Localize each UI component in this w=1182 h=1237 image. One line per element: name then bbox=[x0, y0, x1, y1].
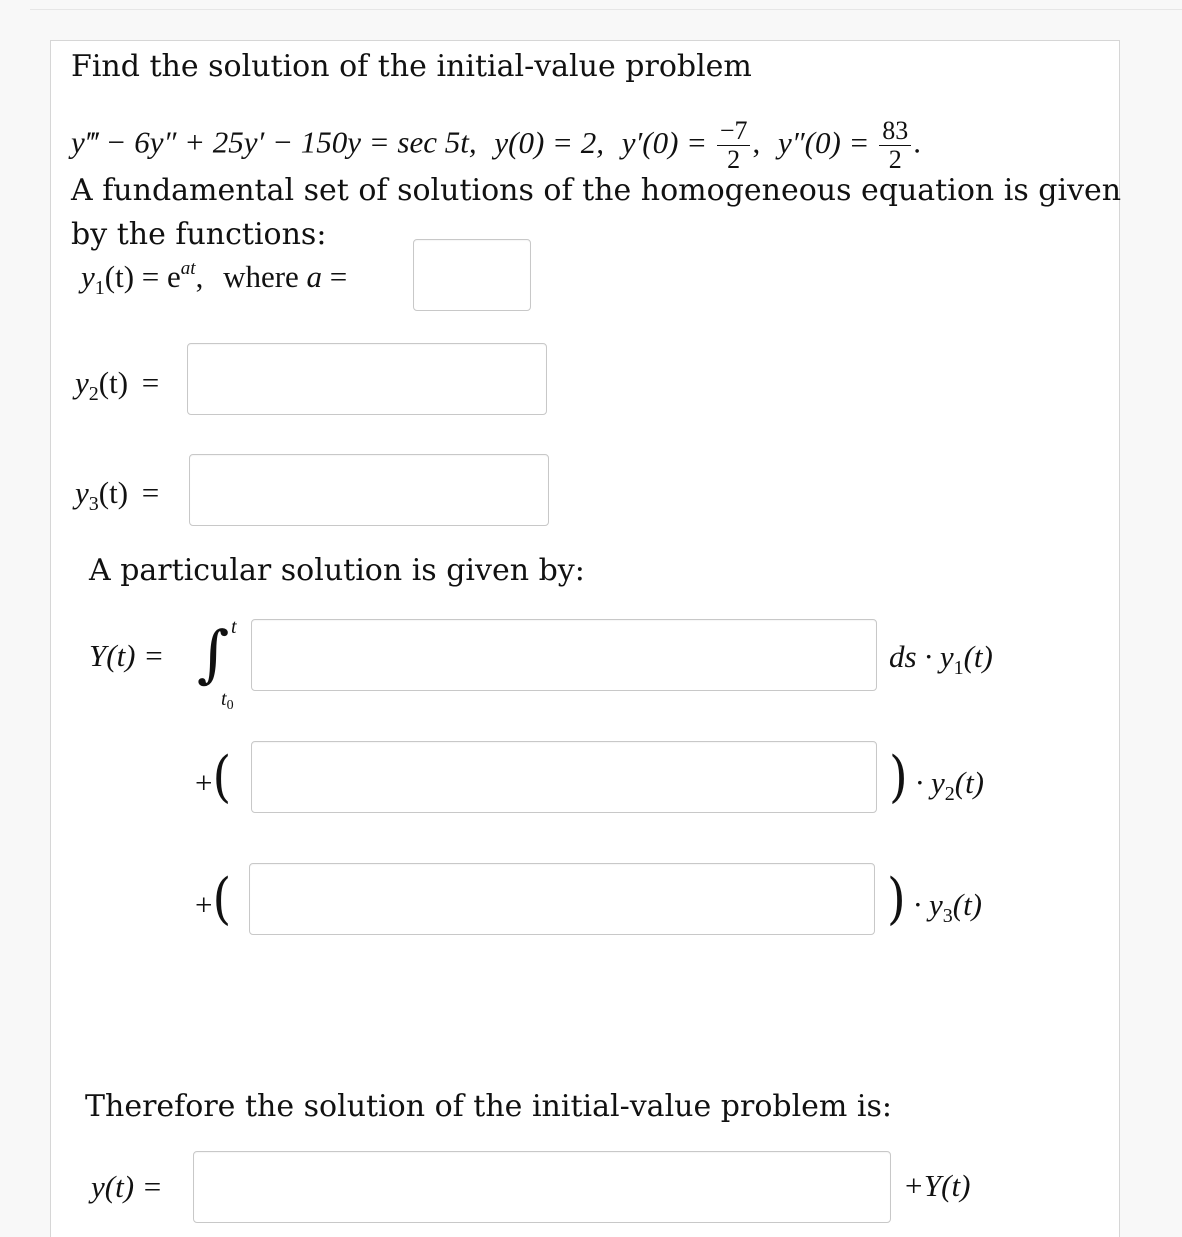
term2-close: ) · $y_2(t)$ bbox=[889, 744, 985, 810]
input-y3[interactable] bbox=[189, 454, 549, 526]
integral-upper-limit: t bbox=[231, 616, 237, 638]
term2-open: +( bbox=[195, 744, 232, 810]
input-y2[interactable] bbox=[187, 343, 547, 415]
input-term2[interactable] bbox=[251, 741, 877, 813]
integral-sign: ∫ bbox=[197, 617, 230, 690]
input-term3[interactable] bbox=[249, 863, 875, 935]
ode-equation: y‴ − 6y″ + 25y′ − 150y = sec 5t, y(0) = 2, y′(0) = $\frac{-7}{2}$ , y″(0) = $\frac{83}{2}$ . bbox=[71, 116, 921, 174]
ic3-fraction: $\frac{83}{2}$ bbox=[879, 117, 911, 174]
ic2-fraction: $\frac{-7}{2}$ bbox=[717, 117, 751, 174]
fundamental-line2: by the functions: bbox=[71, 217, 327, 252]
input-final-solution[interactable] bbox=[193, 1151, 891, 1223]
solution-heading: Therefore the solution of the initial-value problem is: bbox=[85, 1089, 893, 1124]
term3-open: +( bbox=[195, 866, 232, 932]
particular-heading: A particular solution is given by: bbox=[89, 553, 585, 588]
solution-lhs: y(t) = bbox=[91, 1169, 163, 1204]
y2-label: $y_2(t)$ = bbox=[75, 365, 160, 405]
integral-tail: ds · $y_1(t)$ bbox=[889, 639, 993, 679]
y3-label: $y_3(t)$ = bbox=[75, 475, 160, 515]
solution-rhs: +Y(t) bbox=[903, 1168, 971, 1203]
fundamental-line1: A fundamental set of solutions of the homogeneous equation is given bbox=[71, 173, 1122, 208]
question-card bbox=[50, 40, 1120, 1237]
input-integrand[interactable] bbox=[251, 619, 877, 691]
term3-close: ) · $y_3(t)$ bbox=[887, 866, 983, 932]
Y-lhs: Y(t) = bbox=[89, 638, 165, 673]
page-margin bbox=[0, 0, 30, 1236]
input-a[interactable] bbox=[413, 239, 531, 311]
problem-intro: Find the solution of the initial-value problem bbox=[71, 49, 752, 84]
top-divider bbox=[30, 9, 1182, 10]
y1-label: $y_1(t) = e^{at}$, where a = bbox=[81, 258, 348, 299]
integral-lower-limit: $t_0$ bbox=[221, 688, 234, 713]
